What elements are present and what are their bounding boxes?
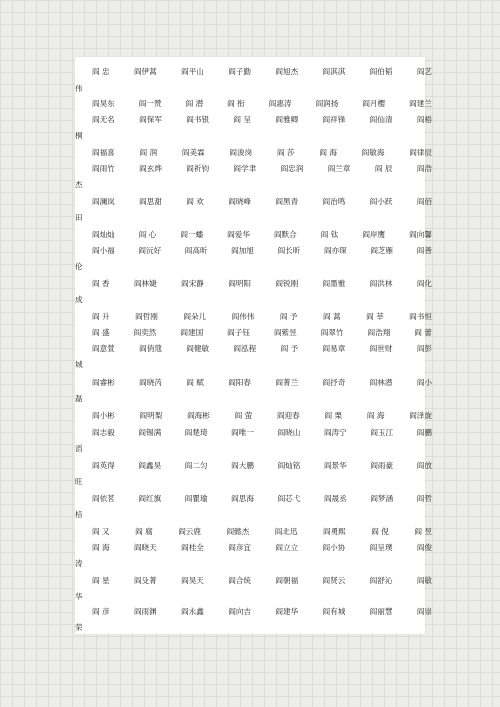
name-entry: 阎雅卿 [275, 115, 299, 124]
name-row [92, 541, 432, 555]
name-entry: 阎沅好 [138, 246, 162, 255]
name-entry: 阎佰 [416, 197, 432, 206]
name-entry: 阎 海 [366, 411, 385, 420]
name-entry: 阎忠润 [280, 164, 304, 173]
name-entry: 阎高昕 [184, 246, 208, 255]
name-row [92, 65, 432, 79]
name-entry: 阎昊天 [181, 576, 204, 585]
name-continuation: 成 [75, 295, 83, 304]
name-continuation: 华 [75, 592, 83, 601]
name-continuation: 荣 [75, 623, 83, 632]
name-entry: 阎俏蔻 [139, 344, 162, 353]
name-entry: 阎 星 [92, 576, 110, 585]
name-entry: 阎灿灿 [92, 230, 115, 239]
name-entry: 阎放 [416, 461, 432, 470]
name-continuation: 杰 [75, 180, 83, 189]
name-entry: 阎建国 [180, 328, 204, 337]
name-entry: 阎永鑫 [181, 607, 204, 616]
name-row [92, 574, 432, 588]
name-entry: 阎思甜 [139, 197, 162, 206]
name-entry: 阎 呈 [233, 115, 252, 124]
name-entry: 阎昊东 [92, 99, 115, 108]
name-entry: 阎紫昱 [273, 328, 297, 337]
name-entry: 阎小协 [322, 543, 346, 552]
name-entry: 阎一蟠 [180, 230, 204, 239]
name-entry: 阎美霖 [181, 148, 205, 157]
name-entry: 阎 衔 [227, 99, 245, 108]
name-entry: 阎书恒 [409, 312, 432, 321]
name-entry: 阎 蕾 [414, 328, 432, 337]
name-entry: 阎桂全 [181, 543, 204, 552]
name-entry: 阎勇熙 [322, 527, 346, 536]
name-entry: 阎 蒿 [322, 312, 341, 321]
name-entry: 阎 钛 [320, 230, 339, 239]
name-entry: 阎锡满 [138, 428, 162, 437]
name-entry: 阎爱华 [227, 230, 250, 239]
name-entry: 阎浚岗 [229, 148, 253, 157]
name-entry: 阎梧 [416, 115, 432, 124]
name-entry: 阎有城 [322, 607, 346, 616]
name-entry: 阎舒沁 [369, 576, 393, 585]
name-entry: 阎洪林 [369, 279, 393, 288]
name-entry: 阎朵儿 [183, 312, 207, 321]
name-entry: 阎唯一 [231, 428, 254, 437]
name-entry: 阎长昕 [277, 246, 301, 255]
name-entry: 阎艺 [416, 67, 432, 76]
name-entry: 阎大鹏 [231, 461, 254, 470]
name-entry: 阎祥锋 [322, 115, 346, 124]
name-entry: 阎英得 [92, 461, 115, 470]
name-entry: 阎梦涵 [370, 494, 394, 503]
name-row [92, 277, 432, 291]
name-entry: 阎海彬 [187, 411, 210, 420]
name-entry: 阎祈钧 [186, 164, 210, 173]
name-entry: 阎意萱 [92, 344, 115, 353]
name-entry: 阎贤云 [322, 576, 346, 585]
name-row [92, 310, 432, 324]
name-entry: 阎 潜 [185, 99, 204, 108]
name-entry: 阎旭杰 [275, 67, 299, 76]
name-entry: 阎浩 [416, 164, 432, 173]
name-entry: 阎善 [416, 246, 432, 255]
name-entry: 阎 栗 [324, 411, 343, 420]
name-entry: 阎阳春 [228, 378, 252, 387]
name-entry: 阎 腐 [135, 527, 153, 536]
name-entry: 阎向吉 [228, 607, 252, 616]
name-entry: 阎哲 [416, 494, 432, 503]
name-continuation: 滔 [75, 444, 83, 453]
name-entry: 阎菁兰 [275, 378, 299, 387]
name-entry: 阎 莎 [276, 148, 295, 157]
name-entry: 阎宋静 [181, 279, 204, 288]
name-entry: 阎 赋 [186, 378, 204, 387]
name-entry: 阎鹏 [416, 428, 432, 437]
name-entry: 阎泽旋 [409, 411, 432, 420]
name-entry: 阎雨渊 [133, 607, 157, 616]
name-entry: 阎景华 [323, 461, 347, 470]
name-entry: 阎思海 [231, 494, 254, 503]
name-entry: 阎睿彬 [92, 378, 115, 387]
name-entry: 阎懿杰 [226, 527, 250, 536]
name-entry: 阎敏海 [361, 148, 385, 157]
name-row [92, 342, 432, 356]
name-entry: 阎小跃 [369, 197, 393, 206]
name-entry: 阎芝雁 [370, 246, 394, 255]
name-entry: 阎墨雅 [322, 279, 346, 288]
name-entry: 阎呈璞 [369, 543, 393, 552]
name-entry: 阎 盛 [92, 328, 110, 337]
name-entry: 阎迎春 [276, 411, 300, 420]
name-entry: 阎彦宜 [228, 543, 252, 552]
name-entry: 阎 倪 [371, 527, 389, 536]
name-entry: 阎律辰 [409, 148, 432, 157]
name-entry: 阎加旭 [231, 246, 254, 255]
name-entry: 阎小福 [92, 246, 115, 255]
name-entry: 阎小 [416, 378, 432, 387]
name-entry: 阎彭 [416, 344, 432, 353]
name-entry: 阎建兰 [409, 99, 432, 108]
name-entry: 阎 昱 [414, 527, 432, 536]
name-entry: 阎灿铭 [277, 461, 301, 470]
name-entry: 阎抒奇 [322, 378, 346, 387]
name-entry: 阎浩翔 [367, 328, 391, 337]
name-entry: 阎月樱 [362, 99, 386, 108]
name-entry: 阎岸鹰 [362, 230, 386, 239]
name-row [92, 97, 432, 111]
name-entry: 阎 润 [139, 148, 158, 157]
name-entry: 阎亦琛 [323, 246, 347, 255]
name-entry: 阎晓山 [277, 428, 301, 437]
name-entry: 阎黑青 [275, 197, 299, 206]
name-entry: 阎平山 [181, 67, 204, 76]
name-continuation: 伟 [75, 84, 83, 93]
name-entry: 阎林婕 [133, 279, 157, 288]
name-row [92, 376, 432, 390]
name-entry: 阎澜岚 [92, 197, 115, 206]
name-entry: 阎 予 [280, 344, 299, 353]
name-entry: 阎敏 [416, 576, 432, 585]
name-entry: 阎 彦 [92, 607, 110, 616]
name-entry: 阎玉江 [370, 428, 394, 437]
name-entry: 阎惠涛 [268, 99, 292, 108]
name-entry: 阎晟丞 [323, 494, 347, 503]
name-entry: 阎润扬 [315, 99, 339, 108]
name-row [92, 459, 432, 473]
name-entry: 阎崇 [416, 607, 432, 616]
name-entry: 阎晓峰 [228, 197, 252, 206]
name-entry: 阎子勤 [228, 67, 252, 76]
name-entry: 阎玄烨 [139, 164, 162, 173]
name-entry: 阎瞿瑜 [184, 494, 208, 503]
name-entry: 阎红旗 [138, 494, 162, 503]
name-entry: 阎泓程 [233, 344, 257, 353]
name-continuation: 磊 [75, 394, 83, 403]
name-entry: 阎建华 [275, 607, 299, 616]
name-continuation: 旺 [75, 477, 83, 486]
name-entry: 阎向馨 [409, 230, 432, 239]
name-entry: 阎学聿 [233, 164, 257, 173]
name-entry: 阎奕然 [133, 328, 157, 337]
name-entry: 阎伊蒿 [133, 67, 157, 76]
name-entry: 阎合统 [228, 576, 252, 585]
name-entry: 阎云鹿 [178, 527, 201, 536]
name-entry: 阎 予 [279, 312, 298, 321]
name-entry: 阎一赞 [138, 99, 162, 108]
name-continuation: 田 [75, 213, 83, 222]
name-entry: 阎化 [416, 279, 432, 288]
name-entry: 阎朝福 [275, 576, 299, 585]
name-entry: 阎翠竹 [320, 328, 344, 337]
name-entry: 阎晓芮 [139, 378, 162, 387]
name-entry: 阎涛宁 [323, 428, 347, 437]
name-entry: 阎小彬 [92, 411, 115, 420]
name-entry: 阎立立 [275, 543, 299, 552]
name-entry: 阎 香 [92, 279, 110, 288]
name-entry: 阎福喜 [92, 148, 115, 157]
name-entry: 阎淇淇 [322, 67, 346, 76]
name-entry: 阎楚琦 [184, 428, 208, 437]
name-entry: 阎二匀 [184, 461, 208, 470]
name-entry: 阎 萤 [234, 411, 253, 420]
name-entry: 阎 欢 [186, 197, 204, 206]
name-entry: 阎无名 [92, 115, 115, 124]
name-continuation: 桐 [75, 131, 83, 140]
name-entry: 阎 辰 [374, 164, 393, 173]
name-row [92, 228, 432, 242]
name-row [92, 146, 432, 160]
name-row [92, 409, 432, 423]
name-entry: 阎锐刚 [275, 279, 299, 288]
name-entry: 阎易章 [322, 344, 346, 353]
name-entry: 阎丽慧 [369, 607, 393, 616]
name-entry: 阎北迅 [274, 527, 298, 536]
name-row [92, 113, 432, 127]
name-entry: 阎鑫昊 [138, 461, 162, 470]
name-entry: 阎明阳 [228, 279, 252, 288]
name-entry: 阎哲刚 [135, 312, 158, 321]
name-row [92, 244, 432, 258]
name-entry: 阎仙清 [369, 115, 393, 124]
name-row [92, 492, 432, 506]
name-row [92, 426, 432, 440]
name-row [92, 195, 432, 209]
name-entry: 阎林潜 [369, 378, 393, 387]
name-entry: 阎默合 [273, 230, 297, 239]
name-continuation: 城 [75, 360, 83, 369]
name-entry: 阎 海 [319, 148, 337, 157]
name-entry: 阎俊 [416, 543, 432, 552]
name-entry: 阎伟伟 [231, 312, 255, 321]
name-entry: 阎雨竹 [92, 164, 115, 173]
name-entry: 阎芯弋 [277, 494, 301, 503]
name-entry: 阎兰章 [327, 164, 351, 173]
name-entry: 阎保军 [139, 115, 162, 124]
name-entry: 阎志毅 [92, 428, 115, 437]
name-entry: 阎殳菁 [133, 576, 157, 585]
name-entry: 阎书银 [186, 115, 210, 124]
name-entry: 阎 海 [92, 543, 110, 552]
name-entry: 阎 升 [92, 312, 110, 321]
name-row [92, 326, 432, 340]
name-entry: 阎治鸣 [322, 197, 346, 206]
name-continuation: 涛 [75, 559, 83, 568]
name-entry: 阎 又 [92, 527, 110, 536]
name-row [92, 525, 432, 539]
name-continuation: 棓 [75, 510, 83, 519]
name-entry: 阎子钰 [227, 328, 250, 337]
name-entry: 阎雨豪 [370, 461, 394, 470]
name-continuation: 伦 [75, 262, 83, 271]
name-entry: 阎伯韬 [369, 67, 393, 76]
name-entry: 阎晓天 [133, 543, 157, 552]
name-entry: 阎依茗 [92, 494, 115, 503]
name-entry: 阎世财 [369, 344, 393, 353]
name-entry: 阎 心 [138, 230, 157, 239]
name-entry: 阎 忠 [92, 67, 110, 76]
name-row [92, 605, 432, 619]
name-entry: 阎健敏 [186, 344, 210, 353]
name-entry: 阎 莘 [366, 312, 384, 321]
name-row [92, 162, 432, 176]
name-entry: 阎明梨 [139, 411, 163, 420]
